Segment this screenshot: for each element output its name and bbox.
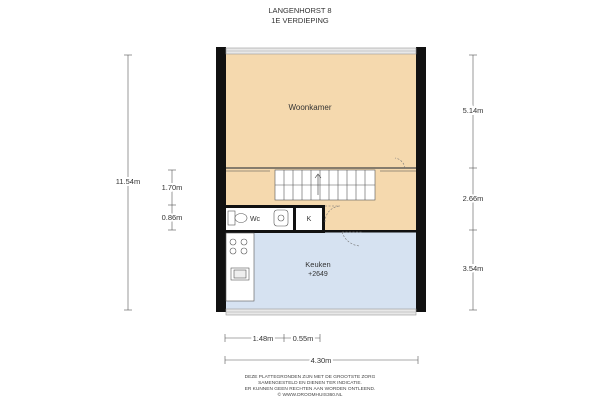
dim-right-top: 5.14m	[462, 106, 484, 115]
room-label-k: K	[306, 216, 312, 223]
room-label-wc: Wc	[249, 216, 261, 223]
disclaimer-line-3: ER KUNNEN GEEN RECHTEN AAN WORDEN ONTLEEND.	[244, 387, 376, 392]
address-title: LANGENHORST 8	[268, 6, 332, 15]
keuken-top-wall	[224, 230, 416, 233]
room-label-woonkamer: Woonkamer	[288, 103, 332, 112]
dim-total-height: 11.54m	[115, 177, 141, 186]
dim-right-middle: 2.66m	[462, 194, 484, 203]
right-wall	[416, 47, 426, 312]
room-label-keuken: Keuken	[305, 260, 331, 269]
disclaimer-line-2: SAMENGESTELD EN DIENEN TER INDICATIE.	[258, 381, 362, 386]
floor-title: 1E VERDIEPING	[271, 16, 329, 25]
dim-right-bottom: 3.54m	[462, 264, 484, 273]
wash-basin-icon	[274, 210, 288, 226]
dim-bottom-left: 1.48m	[252, 334, 274, 343]
disclaimer-line-4: © WWW.DROOMHUIS360.NL	[277, 393, 343, 398]
dim-left-lower: 0.86m	[161, 213, 183, 222]
dim-left-upper: 1.70m	[161, 183, 183, 192]
disclaimer-line-1: DEZE PLATTEGRONDEN ZIJN MET DE GROOTSTE ZORG	[244, 375, 376, 380]
room-level-keuken: +2649	[308, 271, 328, 278]
kitchen-counter	[226, 233, 254, 301]
staircase	[275, 170, 375, 200]
left-wall	[216, 47, 226, 312]
dim-total-width: 4.30m	[310, 356, 332, 365]
woonkamer-floor	[224, 54, 416, 230]
dim-bottom-right: 0.55m	[292, 334, 314, 343]
